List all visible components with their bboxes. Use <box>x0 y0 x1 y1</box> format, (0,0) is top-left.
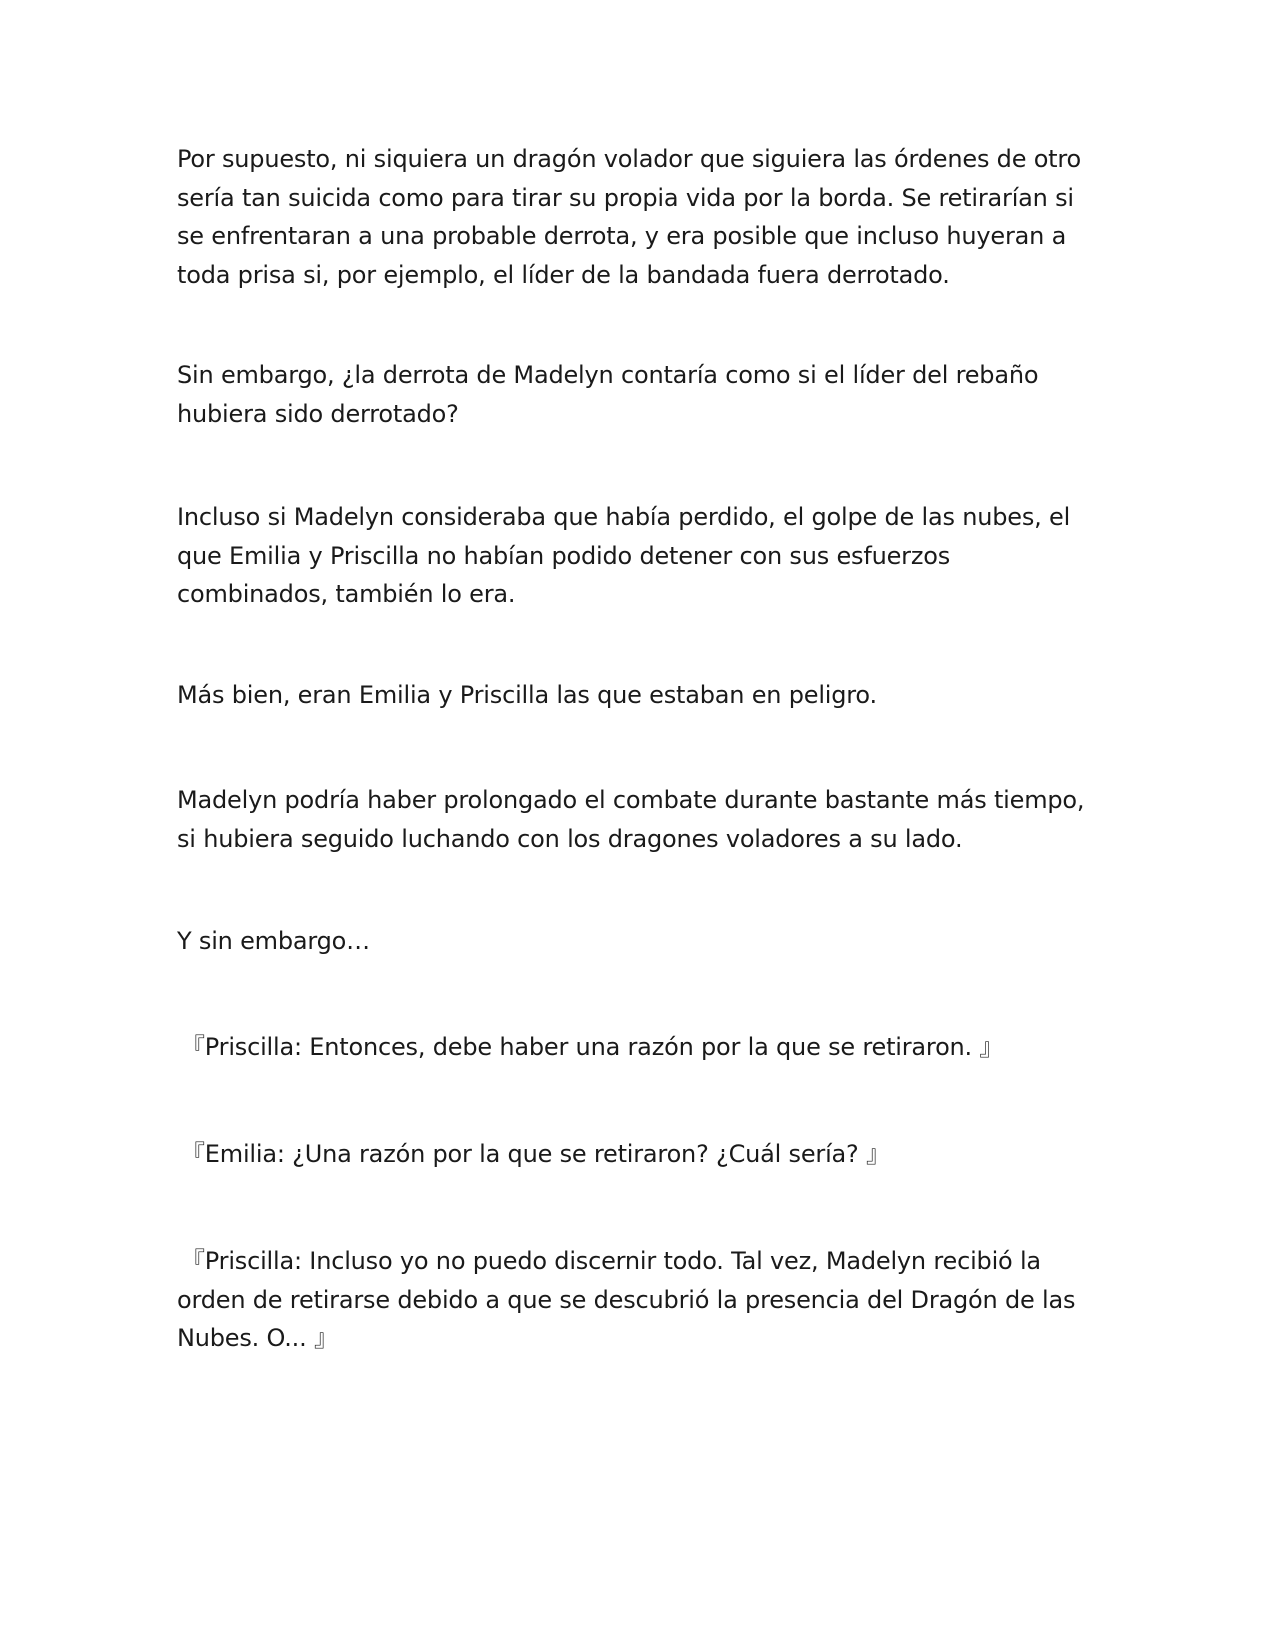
text-line: Sin embargo, ¿la derrota de Madelyn contaría como si el líder del rebaño <box>177 361 1039 389</box>
text-line: sería tan suicida como para tirar su propia vida por la borda. Se retirarían si <box>177 183 1074 212</box>
paragraph-3 <box>177 498 1107 614</box>
text-line: Incluso si Madelyn consideraba que había perdido, el golpe de las nubes, el <box>177 503 1071 531</box>
text-line: orden de retirarse debido a que se descubrió la presencia del Dragón de las <box>177 1285 1076 1314</box>
paragraph-6 <box>177 922 1107 961</box>
dialogue-priscilla-1 <box>181 1028 1111 1067</box>
text-line: toda prisa si, por ejemplo, el líder de la bandada fuera derrotado. <box>177 260 950 289</box>
paragraph-4 <box>177 676 1107 715</box>
paragraph-1 <box>177 140 1107 294</box>
text-line: hubiera sido derrotado? <box>177 399 459 428</box>
text-line: 『Emilia: ¿Una razón por la que se retiraron? ¿Cuál sería? 』 <box>181 1140 890 1168</box>
dialogue-emilia-1 <box>181 1135 1111 1174</box>
text-line: combinados, también lo era. <box>177 580 516 608</box>
text-line: Más bien, eran Emilia y Priscilla las que estaban en peligro. <box>177 681 877 709</box>
text-line: Madelyn podría haber prolongado el combate durante bastante más tiempo, <box>177 786 1085 814</box>
paragraph-2 <box>177 356 1107 433</box>
text-line: que Emilia y Priscilla no habían podido detener con sus esfuerzos <box>177 541 951 570</box>
text-line: si hubiera seguido luchando con los dragones voladores a su lado. <box>177 824 963 853</box>
text-line: Nubes. O... 』 <box>177 1324 338 1352</box>
text-line: Y sin embargo… <box>177 927 370 955</box>
text-line: 『Priscilla: Entonces, debe haber una razón por la que se retiraron. 』 <box>181 1033 1004 1061</box>
text-line: Por supuesto, ni siquiera un dragón volador que siguiera las órdenes de otro <box>177 145 1082 173</box>
text-line: 『Priscilla: Incluso yo no puedo discernir todo. Tal vez, Madelyn recibió la <box>181 1247 1041 1275</box>
paragraph-5 <box>177 781 1107 858</box>
text-line: se enfrentaran a una probable derrota, y era posible que incluso huyeran a <box>177 222 1067 250</box>
dialogue-priscilla-2 <box>177 1242 1107 1358</box>
